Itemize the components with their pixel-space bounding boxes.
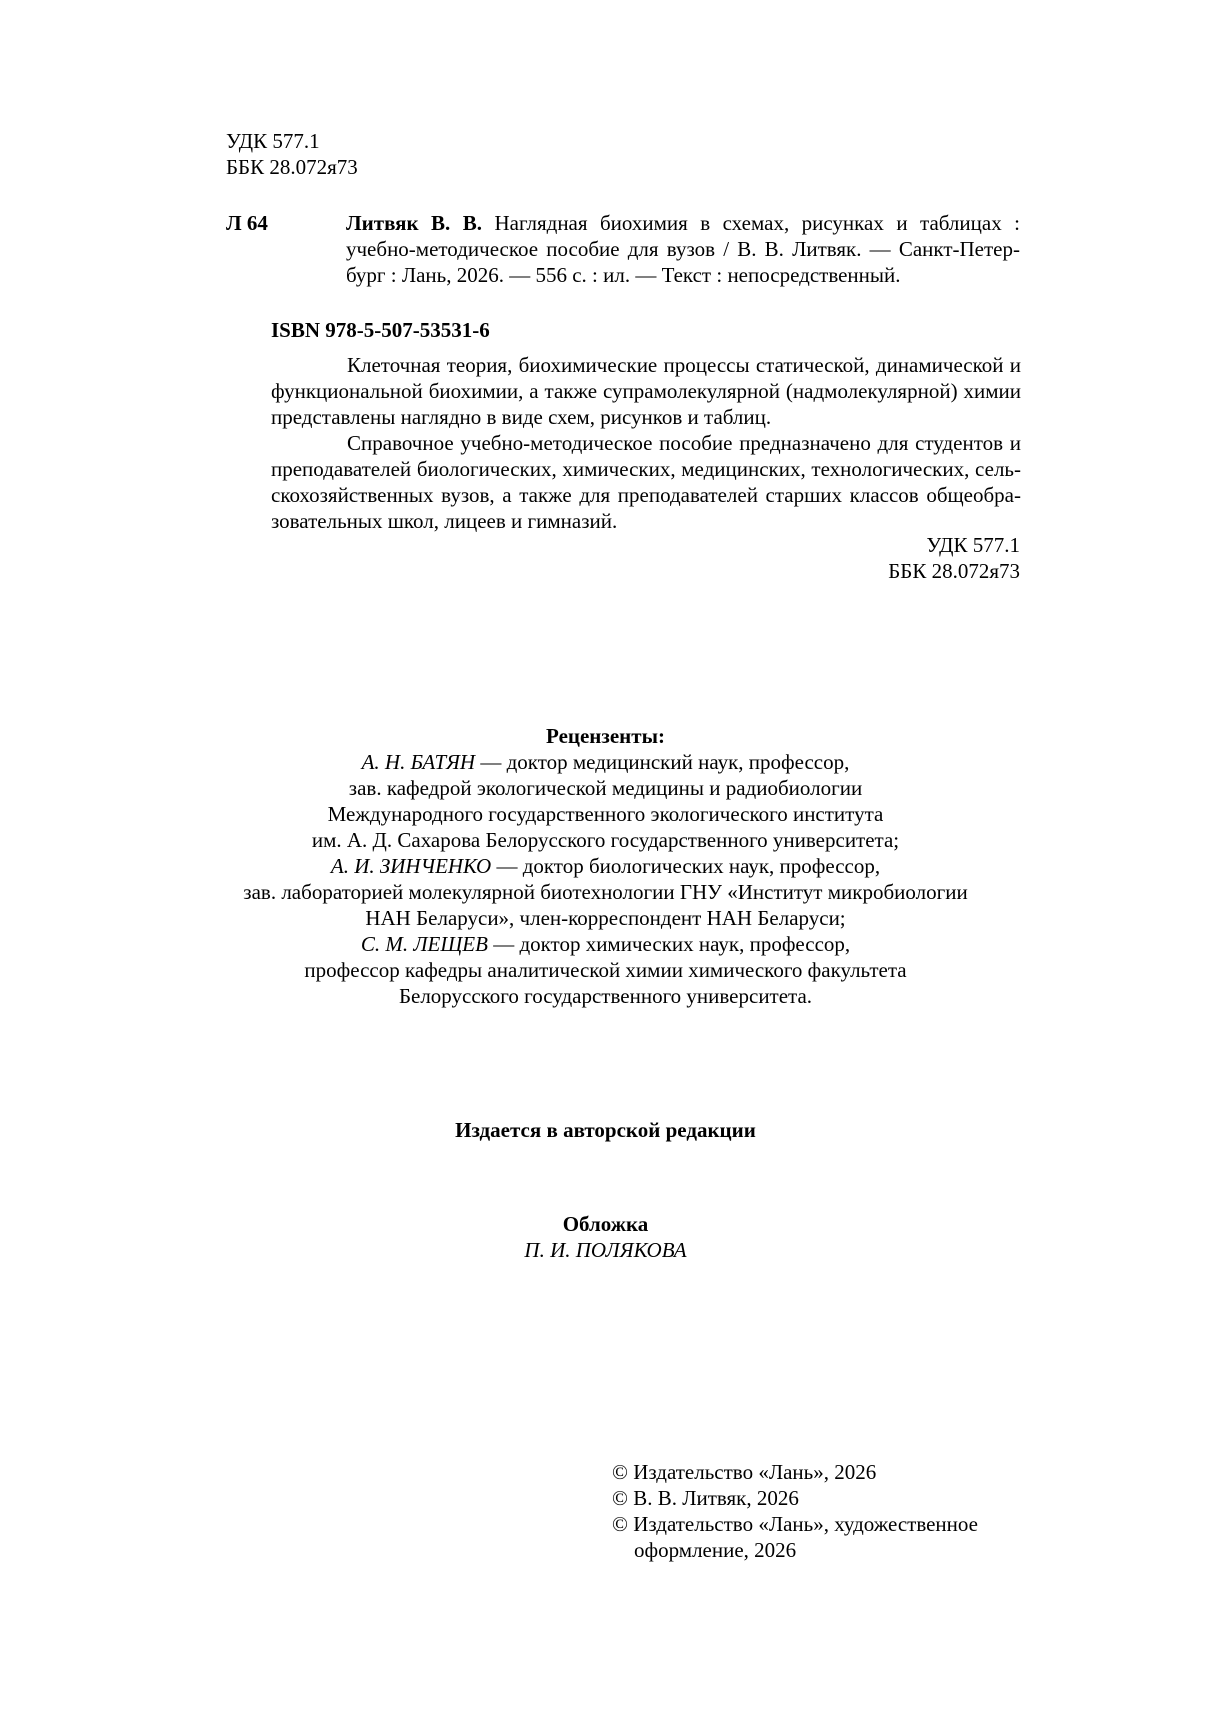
book-title: Наглядная биохимия в схемах, рисунках и таблицах : (482, 211, 1020, 235)
annotation-line: скохозяйственных вузов, а также для преподавателей старших классов общеобра- (271, 483, 1021, 507)
annotation (271, 352, 1021, 534)
reviewer-line (0, 853, 1211, 879)
reviewer-line: НАН Беларуси», член-корреспондент НАН Беларуси; (365, 906, 846, 930)
reviewer-line: Международного государственного экологического института (327, 802, 884, 826)
reviewer-line: им. А. Д. Сахарова Белорусского государственного университета; (311, 828, 900, 852)
reviewer-line: зав. кафедрой экологической медицины и радиобиологии (348, 776, 863, 800)
reviewer-line (0, 749, 1211, 775)
reviewer-line: профессор кафедры аналитической химии химического факультета (304, 958, 907, 982)
reviewer-title: — доктор химических наук, профессор, (487, 932, 851, 956)
reviewer-name: А. И. ЗИНЧЕНКО (330, 854, 492, 878)
reviewer-name: А. Н. БАТЯН (361, 750, 476, 774)
annotation-line: преподавателей биологических, химических, медицинских, технологических, сель- (271, 457, 1021, 481)
bib-line-2: учебно-методическое пособие для вузов / В. В. Литвяк. — Санкт-Петер- (346, 237, 1020, 261)
reviewer-name: С. М. ЛЕЩЕВ (360, 932, 488, 956)
reviewer-line: Белорусского государственного университета. (398, 984, 813, 1008)
reviewer-line (0, 931, 1211, 957)
reviewer-title: — доктор медицинский наук, профессор, (475, 750, 850, 774)
annotation-line: Клеточная теория, биохимические процессы статической, динамической и (347, 353, 1021, 377)
bibliographic-record (346, 210, 1020, 288)
copyright-line: © В. В. Литвяк, 2026 (612, 1486, 799, 1510)
isbn: ISBN 978-5-507-53531-6 (271, 318, 490, 342)
udk-code: УДК 577.1 (226, 129, 320, 153)
annotation-line: представлены наглядно в виде схем, рисунков и таблиц. (271, 405, 772, 429)
reviewer-line: зав. лабораторией молекулярной биотехнологии ГНУ «Институт микробиологии (243, 880, 968, 904)
copyright-block (612, 1459, 978, 1563)
classification-top (226, 128, 358, 180)
copyright-line: © Издательство «Лань», 2026 (612, 1460, 877, 1484)
annotation-line: Справочное учебно-методическое пособие предназначено для студентов и (347, 431, 1021, 455)
copyright-line: © Издательство «Лань», художественное (612, 1512, 978, 1536)
edition-note: Издается в авторской редакции (455, 1118, 756, 1142)
catalog-code: Л 64 (226, 211, 268, 235)
author-name: Литвяк В. В. (346, 211, 483, 235)
bib-line-3: бург : Лань, 2026. — 556 с. : ил. — Текст : непосредственный. (346, 263, 901, 287)
bbk-code: ББК 28.072я73 (226, 155, 358, 179)
reviewer-title: — доктор биологических наук, профессор, (491, 854, 881, 878)
cover-heading: Обложка (562, 1212, 649, 1236)
reviewers-heading: Рецензенты: (546, 724, 665, 748)
bib-line-1 (346, 210, 1020, 236)
cover-credit (0, 1211, 1211, 1263)
bbk-code: ББК 28.072я73 (888, 559, 1020, 583)
classification-right (888, 532, 1020, 584)
udk-code: УДК 577.1 (926, 533, 1020, 557)
reviewers-block (0, 723, 1211, 1009)
copyright-line: оформление, 2026 (634, 1538, 797, 1562)
annotation-line: зовательных школ, лицеев и гимназий. (271, 509, 618, 533)
annotation-line: функциональной биохимии, а также супрамолекулярной (надмолекулярной) химии (271, 379, 1021, 403)
cover-designer: П. И. ПОЛЯКОВА (524, 1238, 687, 1262)
